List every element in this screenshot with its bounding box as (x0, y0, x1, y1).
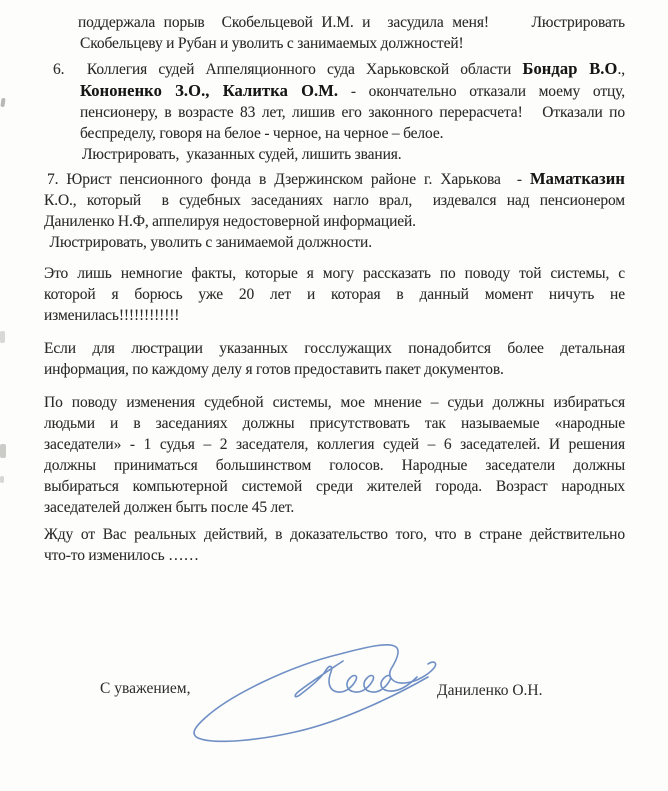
paragraph (44, 12, 625, 54)
text-line (44, 359, 625, 380)
text-run: По поводу изменения судебной системы, мое мнение – судьи должны избираться (44, 394, 625, 411)
text-run: людьми и в заседаниях должны присутствовать так называемые «народные (44, 415, 625, 432)
signature-loop-stroke (194, 645, 436, 742)
text-run: Если для люстрации указанных госслужащих понадобится более детальная (44, 340, 625, 357)
handwritten-signature-icon (185, 633, 455, 748)
text-run: заседателей должен быть после 45 лет. (44, 499, 295, 516)
text-run: Жду от Вас реальных действий, в доказательство того, что в стране действительно (44, 526, 625, 543)
text-run: заседатели» - 1 судья – 2 заседателя, коллегия судей – 6 заседателей. И решения (44, 436, 625, 453)
text-run: Люстрировать, указанных судей, лишить звания. (82, 146, 402, 163)
text-run: 7. Юрист пенсионного фонда в Дзержинском районе г. Харькова - (47, 171, 530, 188)
text-line (44, 305, 625, 326)
text-run: 6. Коллегия судей Аппеляционного суда Харьковской области (53, 61, 523, 78)
scan-artifact (0, 331, 5, 343)
text-line (44, 284, 625, 305)
text-line (80, 123, 625, 144)
bold-text-run: Маматказин (529, 169, 625, 188)
text-line (47, 168, 625, 190)
text-run: Скобельцеву и Рубан и уволить с занимаемых должностей! (80, 35, 464, 52)
scan-artifact (0, 444, 6, 458)
text-run: выбираться компьютерной системой среди жителей города. Возраст народных (44, 478, 625, 495)
paragraph (44, 58, 625, 165)
paragraph (44, 524, 625, 566)
paragraph (44, 338, 625, 380)
bold-text-run: Бондар В.О (522, 59, 618, 78)
text-line (44, 211, 625, 232)
signature-block (0, 630, 668, 791)
text-run: которой я борюсь уже 20 лет и которая в данный момент ничуть не (44, 286, 625, 303)
text-run: - окончательно отказали моему отцу, (338, 83, 625, 100)
text-line (78, 12, 625, 33)
text-line (44, 263, 625, 284)
bold-text-run: Кононенко З.О., Калитка О.М. (80, 81, 339, 100)
paragraph (44, 168, 625, 253)
signer-name: Даниленко О.Н. (437, 682, 543, 699)
scan-artifact (0, 476, 4, 483)
text-run: изменилась!!!!!!!!!!!! (44, 307, 180, 324)
paragraph (44, 392, 625, 518)
text-line (44, 455, 625, 476)
text-run: Люстрировать, уволить с занимаемой должности. (46, 234, 372, 251)
text-run: К.О., который в судебных заседаниях нагло врал, издевался над пенсионером (44, 192, 625, 209)
text-run: пенсионеру, в возрасте 83 лет, лишив его законного перерасчета! Отказали по (80, 104, 625, 121)
text-line (44, 413, 625, 434)
text-line (80, 102, 625, 123)
text-run: должны приниматься большинством голосов. Народные заседатели должны (44, 457, 625, 474)
text-line (44, 497, 625, 518)
text-line (53, 58, 625, 80)
text-run: Это лишь немногие факты, которые я могу рассказать по поводу той системы, с (44, 265, 625, 282)
text-line (46, 232, 625, 253)
text-run: беспределу, говоря на белое - черное, на черное – белое. (80, 125, 444, 142)
text-run: поддержала порыв Скобельцевой И.М. и засудила меня! Люстрировать (78, 14, 625, 31)
text-run: информация, по каждому делу я готов предоставить пакет документов. (44, 361, 504, 378)
closing-salutation: С уважением, (100, 680, 191, 697)
text-line (44, 338, 625, 359)
text-run: ., (617, 61, 625, 78)
text-run: Даниленко Н.Ф, аппелируя недостоверной информацией. (44, 213, 416, 230)
text-line (44, 545, 625, 566)
text-line (44, 434, 625, 455)
text-line (44, 524, 625, 545)
text-line (44, 190, 625, 211)
text-line (82, 144, 625, 165)
document-body (44, 12, 625, 566)
scan-artifact (0, 98, 5, 107)
text-line (80, 33, 625, 54)
text-run: что-то изменилось …… (44, 547, 199, 564)
text-line (44, 392, 625, 413)
text-line (80, 80, 625, 102)
paragraph (44, 263, 625, 326)
signature-letters-stroke (295, 661, 417, 697)
text-line (44, 476, 625, 497)
